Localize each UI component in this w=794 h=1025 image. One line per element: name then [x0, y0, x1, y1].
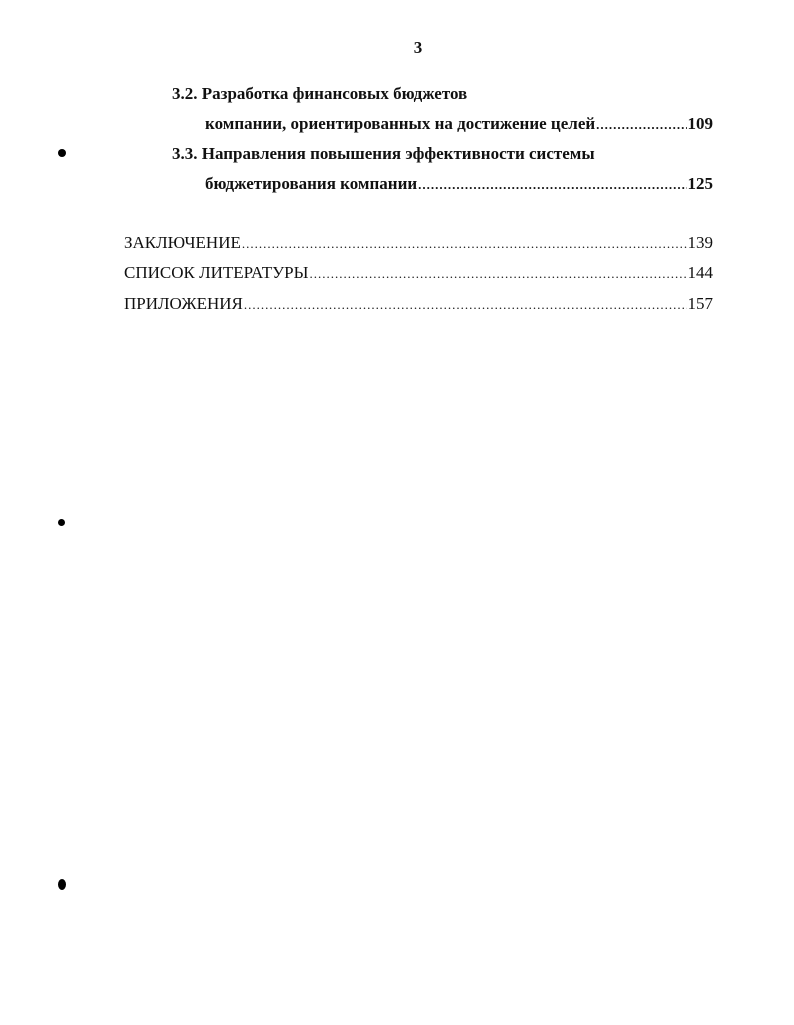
toc-entry-label: бюджетирования компании	[205, 174, 418, 193]
toc-entry-label: СПИСОК ЛИТЕРАТУРЫ	[124, 263, 309, 282]
toc-page-number: 139	[687, 233, 713, 252]
dot-leader	[242, 236, 687, 252]
toc-entry-label: компании, ориентированных на достижение целей	[205, 114, 596, 133]
page-number: 3	[413, 38, 423, 57]
toc-entry-3-3	[205, 174, 713, 196]
punch-hole-mark	[58, 519, 65, 526]
punch-hole-mark	[58, 149, 66, 157]
toc-page-number: 157	[687, 294, 713, 313]
toc-entry-appendices	[124, 294, 713, 316]
toc-page-number: 125	[687, 174, 713, 193]
toc-entry-label: ПРИЛОЖЕНИЯ	[124, 294, 243, 313]
dot-leader	[596, 117, 686, 133]
toc-section-title-text: 3.2. Разработка финансовых бюджетов	[172, 84, 468, 103]
dot-leader	[309, 266, 686, 282]
punch-hole-mark	[58, 879, 66, 890]
toc-section-title-text: 3.3. Направления повышения эффективности системы	[172, 144, 595, 163]
toc-section-3-3-title	[172, 144, 595, 166]
dot-leader	[418, 177, 686, 193]
toc-page-number: 109	[687, 114, 713, 133]
toc-section-3-2-title	[172, 84, 467, 106]
toc-entry-conclusion	[124, 233, 713, 255]
dot-leader	[244, 297, 687, 313]
toc-entry-label: ЗАКЛЮЧЕНИЕ	[124, 233, 241, 252]
toc-entry-3-2	[205, 114, 713, 136]
toc-entry-bibliography	[124, 263, 713, 285]
toc-page-number: 144	[687, 263, 713, 282]
